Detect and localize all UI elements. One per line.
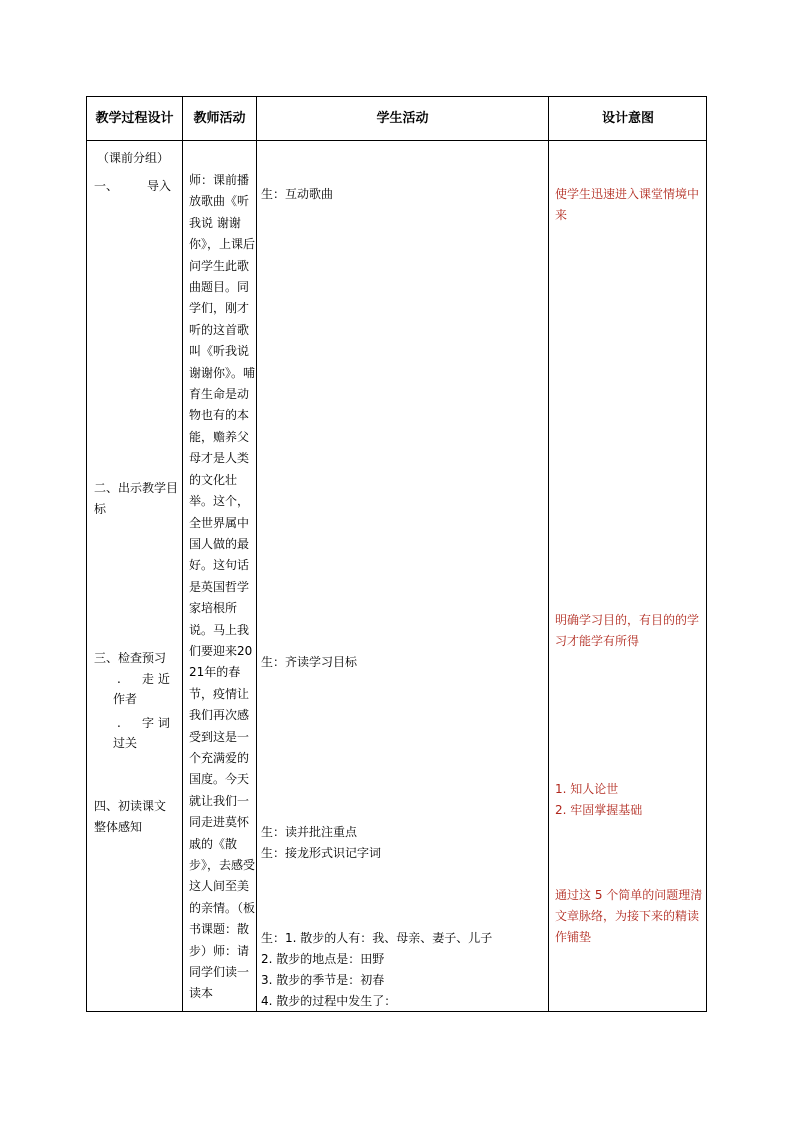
student-answer-3: 3. 散步的季节是：初春 [261,973,385,987]
student-answer-2: 2. 散步的地点是：田野 [261,952,385,966]
step3-sub2-cont: 过关 [113,736,138,750]
intent-5-cont2: 作铺垫 [555,930,592,944]
intent-1: 使学生迅速进入课堂情境中 [555,187,700,201]
intent-3: 1. 知人论世 [555,782,619,796]
step2-label: 二、出示教学目 [94,481,179,495]
header-process-design: 教学过程设计 [95,110,174,126]
student-answer-4: 4. 散步的过程中发生了： [261,994,397,1008]
step3-sub1-bullet: . [117,672,121,686]
intent-2: 明确学习目的，有目的的学 [555,613,700,627]
step2-label-cont: 标 [94,502,107,516]
column-divider [548,97,549,1011]
header-teacher-activity: 教师活动 [193,110,246,126]
header-divider [87,140,706,141]
step1-label: 导入 [147,179,172,193]
header-student-activity: 学生活动 [376,110,429,126]
step3-label: 三、检查预习 [94,651,167,665]
step4-label-cont: 整体感知 [94,820,143,834]
intent-5: 通过这 5 个简单的问题理清 [555,888,703,902]
student-activity-3: 生：读并批注重点 [261,825,358,839]
student-answer-1: 生：1. 散步的人有：我、母亲、妻子、儿子 [261,931,493,945]
step3-sub2-bullet: . [117,716,121,730]
intent-5-cont: 文章脉络，为接下来的精读 [555,909,700,923]
student-activity-2: 生：齐读学习目标 [261,655,358,669]
student-activity-4: 生：接龙形式识记字词 [261,846,382,860]
step1-number: 一、 [94,179,119,193]
intent-2-cont: 习才能学有所得 [555,634,640,648]
step3-sub1: 走 近 [142,672,170,686]
header-design-intent: 设计意图 [601,110,654,126]
grouping-note: （课前分组） [97,151,170,165]
lesson-plan-table [86,96,707,1012]
step4-label: 四、初读课文 [94,799,167,813]
step3-sub1-cont: 作者 [113,692,138,706]
teacher-activity-text: 师：课前播放歌曲《听我说 谢谢你》，上课后问学生此歌曲题目。同学们，刚才听的这首歌叫《听我说 谢谢你》。哺育生命是动物也有的本能，赡养父母才是人类的文化壮举。这个，全世界属中国人做的最好。这句话是英国哲学家培根所说。马上我们要迎来2021年的春节，疫情让我们再次感受到这是一个充满爱的国度。今天就让我们一同走进莫怀戚的《散步》，去感受这人间至美的亲情。（板书课题：散步）师：请同学们读一读本 [189,173,256,1001]
column-divider [182,97,183,1011]
step3-sub2: 字 词 [142,716,170,730]
student-activity-1: 生：互动歌曲 [261,187,334,201]
intent-1-cont: 来 [555,208,568,222]
intent-4: 2. 牢固掌握基础 [555,803,643,817]
